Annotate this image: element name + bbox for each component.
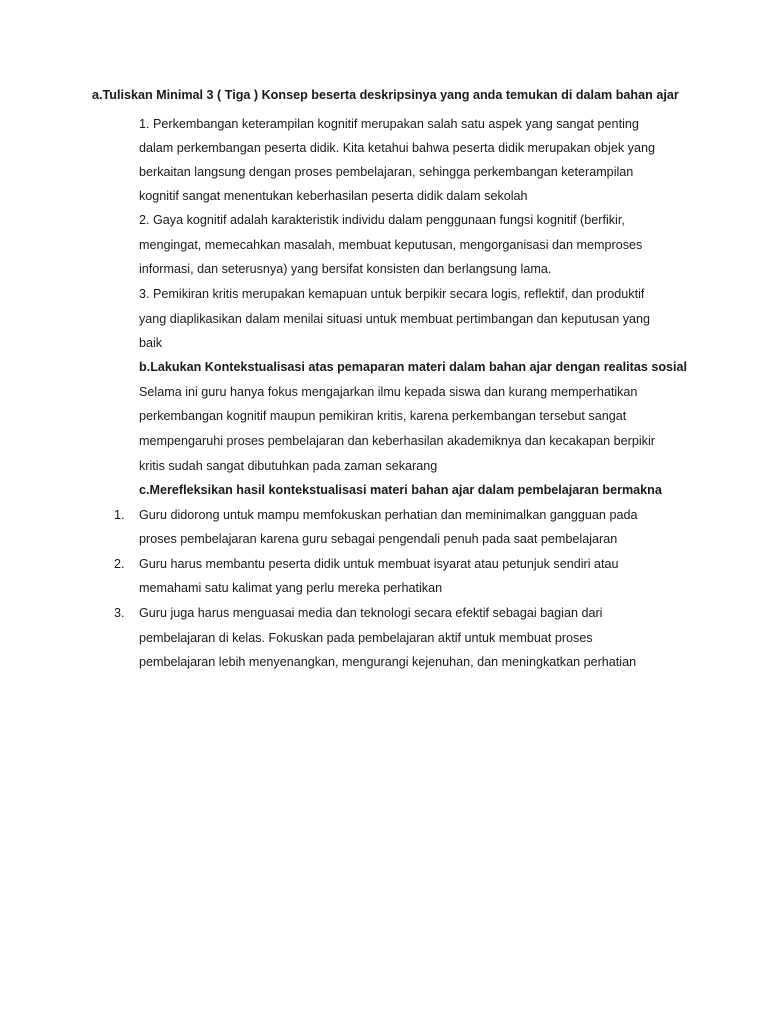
section-a-line: informasi, dan seterusnya) yang bersifat konsisten dan berlangsung lama. xyxy=(139,262,552,276)
list-item-line: pembelajaran di kelas. Fokuskan pada pembelajaran aktif untuk membuat proses xyxy=(139,631,593,645)
list-item-line: proses pembelajaran karena guru sebagai pengendali penuh pada saat pembelajaran xyxy=(139,532,618,546)
section-a-line: berkaitan langsung dengan proses pembelajaran, sehingga perkembangan keterampilan xyxy=(139,165,634,179)
heading-c: c.Merefleksikan hasil kontekstualisasi materi bahan ajar dalam pembelajaran bermakna xyxy=(139,483,662,497)
section-a-line: kognitif sangat menentukan keberhasilan peserta didik dalam sekolah xyxy=(139,189,528,203)
list-item-line: Guru didorong untuk mampu memfokuskan perhatian dan meminimalkan gangguan pada xyxy=(139,508,638,522)
section-a-line: mengingat, memecahkan masalah, membuat keputusan, mengorganisasi dan memproses xyxy=(139,238,643,252)
section-b-line: perkembangan kognitif maupun pemikiran kritis, karena perkembangan tersebut sangat xyxy=(139,409,627,423)
list-item-line: pembelajaran lebih menyenangkan, mengurangi kejenuhan, dan meningkatkan perhatian xyxy=(139,655,637,669)
section-a-line: 2. Gaya kognitif adalah karakteristik individu dalam penggunaan fungsi kognitif (berfikir, xyxy=(139,213,625,227)
section-b-line: mempengaruhi proses pembelajaran dan keberhasilan akademiknya dan kecakapan berpikir xyxy=(139,434,655,448)
section-a-line: dalam perkembangan peserta didik. Kita ketahui bahwa peserta didik merupakan objek yang xyxy=(139,141,655,155)
section-a-line: yang diaplikasikan dalam menilai situasi untuk membuat pertimbangan dan keputusan yang xyxy=(139,312,651,326)
list-item-line: Guru juga harus menguasai media dan teknologi secara efektif sebagai bagian dari xyxy=(139,606,603,620)
list-item-number: 1. xyxy=(114,508,125,522)
section-a-line: 3. Pemikiran kritis merupakan kemapuan untuk berpikir secara logis, reflektif, dan produktif xyxy=(139,287,645,301)
section-a-line: 1. Perkembangan keterampilan kognitif merupakan salah satu aspek yang sangat penting xyxy=(139,117,639,131)
section-b-line: kritis sudah sangat dibutuhkan pada zaman sekarang xyxy=(139,459,438,473)
list-item-line: Guru harus membantu peserta didik untuk membuat isyarat atau petunjuk sendiri atau xyxy=(139,557,619,571)
list-item-line: memahami satu kalimat yang perlu mereka perhatikan xyxy=(139,581,443,595)
heading-b: b.Lakukan Kontekstualisasi atas pemaparan materi dalam bahan ajar dengan realitas sosial xyxy=(139,360,688,374)
list-item-number: 2. xyxy=(114,557,125,571)
heading-a: a.Tuliskan Minimal 3 ( Tiga ) Konsep beserta deskripsinya yang anda temukan di dalam bahan ajar xyxy=(92,88,679,102)
section-b-line: Selama ini guru hanya fokus mengajarkan ilmu kepada siswa dan kurang memperhatikan xyxy=(139,385,638,399)
list-item-number: 3. xyxy=(114,606,125,620)
section-a-line: baik xyxy=(139,336,163,350)
